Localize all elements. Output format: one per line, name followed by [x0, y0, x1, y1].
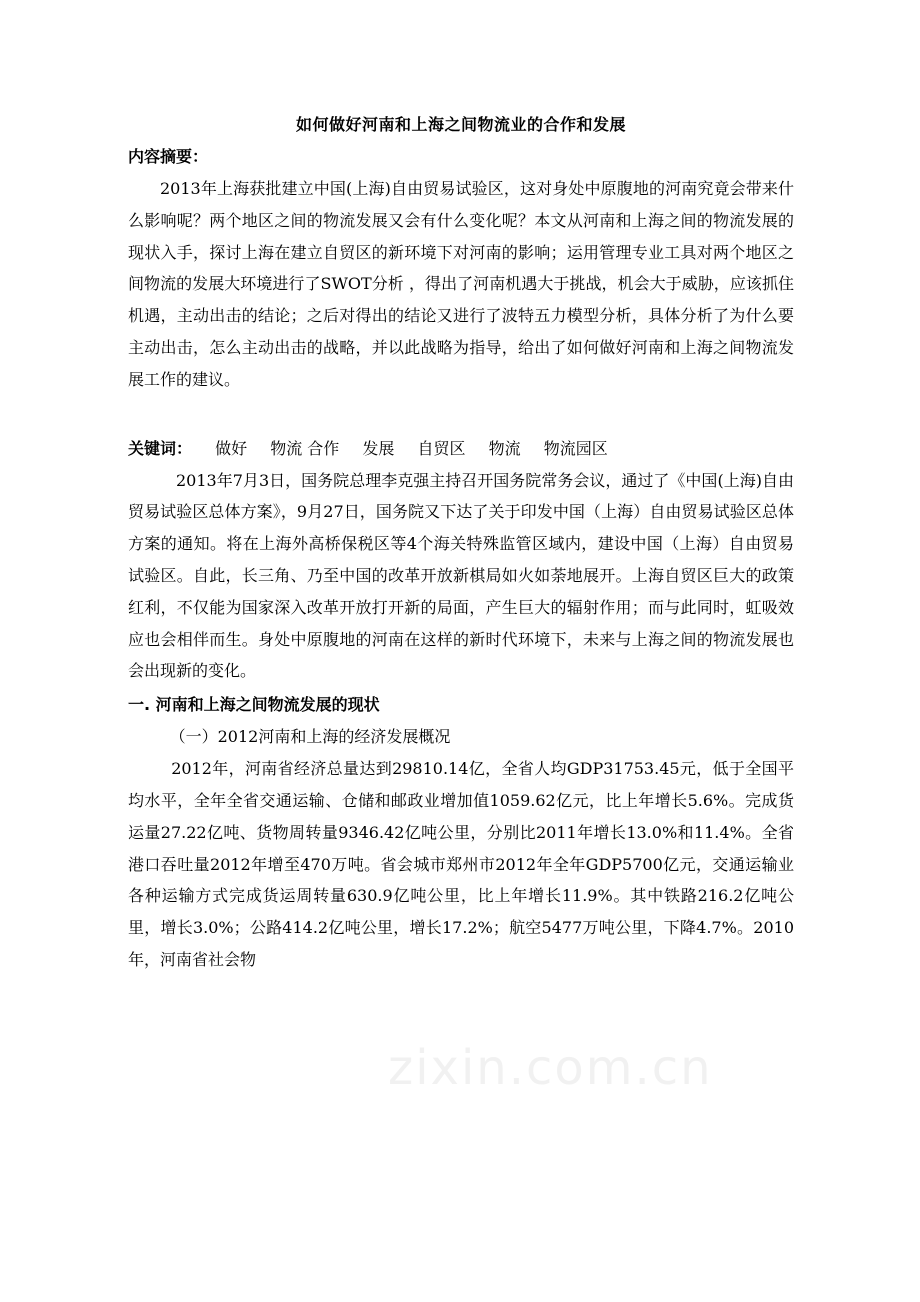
keyword-item: 物流园区 [543, 438, 608, 458]
keyword-item: 发展 [362, 438, 395, 458]
document-title: 如何做好河南和上海之间物流业的合作和发展 [295, 115, 626, 134]
keyword-item: 物流 [488, 438, 521, 458]
keyword-item: 做好 [215, 438, 248, 458]
abstract-heading: 内容摘要： [128, 147, 209, 166]
section-body-paragraph: 2012年，河南省经济总量达到29810.14亿，全省人均GDP31753.45元，低于全国平均水平，全年全省交通运输、仓储和邮政业增加值1059.62亿元，比上年增长5.6%。完成货运量27.22亿吨、货物周转量9346.42亿吨公里，分别比2011年增长13.0%和11.4%。全省港口吞吐量2012年增至470万吨。省会城市郑州市2012年全年GDP5700亿元，交通运输业各种运输方式完成货运周转量630.9亿吨公里，比上年增长11.9%。其中铁路216.2亿吨公里，增长3.0%；公路414.2亿吨公里，增长17.2%；航空5477万吨公里，下降4.7%。2010 年，河南省社会物 [128, 759, 794, 969]
abstract-paragraph: 2013年上海获批建立中国(上海)自由贸易试验区，这对身处中原腹地的河南究竟会带来什么影响呢？两个地区之间的物流发展又会有什么变化呢？本文从河南和上海之间的物流发展的现状入手，探讨上海在建立自贸区的新环境下对河南的影响；运用管理专业工具对两个地区之间物流的发展大环境进行了SWOT分析 ，得出了河南机遇大于挑战，机会大于威胁，应该抓住机遇，主动出击的结论；之后对得出的结论又进行了波特五力模型分析，具体分析了为什么要主动出击，怎么主动出击的战略，并以此战略为指导，给出了如何做好河南和上海之间物流发展工作的建议。 [128, 179, 794, 389]
subsection-heading: （一）2012河南和上海的经济发展概况 [169, 727, 451, 747]
intro-paragraph: 2013年7月3日，国务院总理李克强主持召开国务院常务会议，通过了《中国(上海)自由贸易试验区总体方案》，9月27日，国务院又下达了关于印发中国（上海）自由贸易试验区总体方案的通知。将在上海外高桥保税区等4个海关特殊监管区域内，建设中国（上海）自由贸易试验区。自此，长三角、乃至中国的改革开放新棋局如火如荼地展开。上海自贸区巨大的政策红利，不仅能为国家深入改革开放打开新的局面，产生巨大的辐射作用；而与此同时，虹吸效应也会相伴而生。身处中原腹地的河南在这样的新时代环境下，未来与上海之间的物流发展也会出现新的变化。 [128, 470, 794, 681]
section-heading: 一. 河南和上海之间物流发展的现状 [128, 695, 380, 715]
keywords-line [128, 433, 794, 465]
document-page [128, 112, 794, 976]
keywords-label: 关键词： [128, 438, 193, 458]
keyword-item: 物流 合作 [270, 438, 340, 458]
keyword-item: 自贸区 [417, 438, 466, 458]
watermark: zixin.com.cn [388, 1040, 713, 1096]
